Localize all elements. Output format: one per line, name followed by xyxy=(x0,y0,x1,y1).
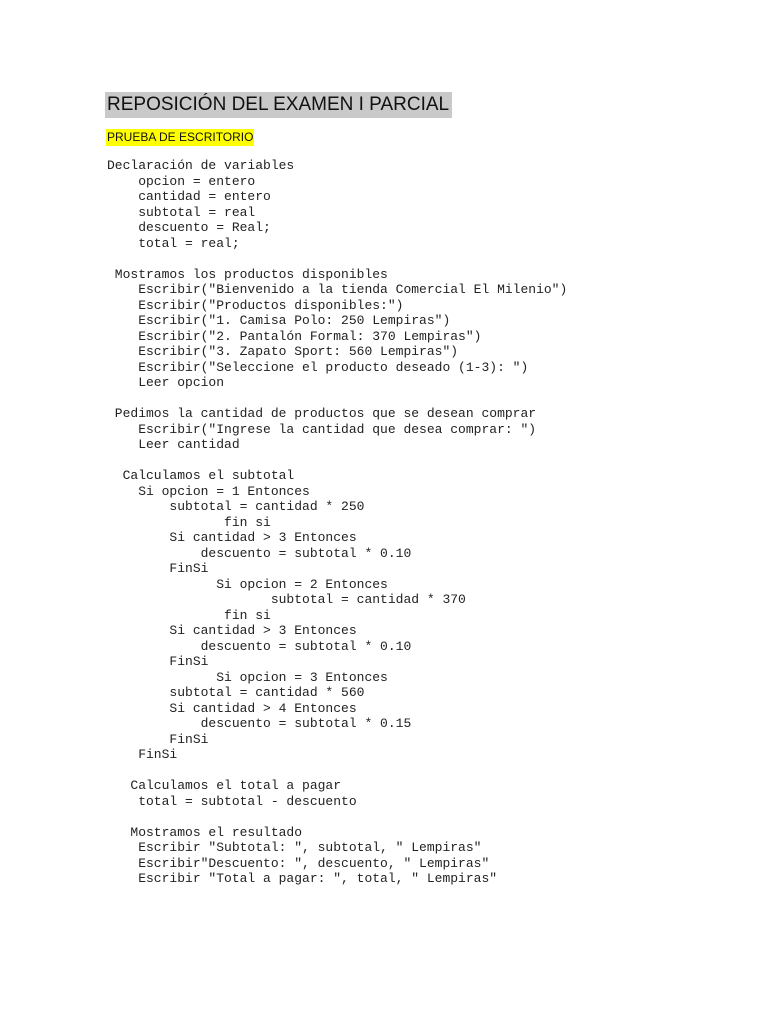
code-line: Escribir("Bienvenido a la tienda Comercial El Milenio") xyxy=(107,282,568,297)
code-line: Escribir("2. Pantalón Formal: 370 Lempiras") xyxy=(107,328,482,344)
code-line: total = subtotal - descuento xyxy=(107,793,357,809)
code-line: subtotal = cantidad * 560 xyxy=(107,685,365,700)
code-line: Mostramos los productos disponibles xyxy=(107,266,388,282)
code-line: descuento = subtotal * 0.10 xyxy=(107,638,412,654)
code-line: Si opcion = 3 Entonces xyxy=(107,669,388,685)
code-line: Si cantidad > 4 Entonces xyxy=(107,700,357,716)
document-subtitle: PRUEBA DE ESCRITORIO xyxy=(107,130,254,144)
code-line: subtotal = cantidad * 370 xyxy=(107,592,466,607)
code-line: Pedimos la cantidad de productos que se desean comprar xyxy=(107,406,537,421)
code-line: Escribir "Subtotal: ", subtotal, " Lempiras" xyxy=(107,840,482,855)
code-line: Escribir("Ingrese la cantidad que desea comprar: ") xyxy=(107,421,537,437)
code-line: Escribir("1. Camisa Polo: 250 Lempiras") xyxy=(107,313,451,328)
code-line: cantidad = entero xyxy=(107,189,271,204)
code-line xyxy=(107,453,567,469)
code-line: Leer opcion xyxy=(107,375,225,390)
pseudocode-block xyxy=(107,158,567,887)
code-line: FinSi xyxy=(107,747,178,762)
code-line: descuento = Real; xyxy=(107,220,271,235)
code-line: Escribir("Seleccione el producto deseado (1-3): ") xyxy=(107,359,529,375)
code-line: Calculamos el subtotal xyxy=(107,468,295,483)
code-line: Si cantidad > 3 Entonces xyxy=(107,530,357,545)
code-line xyxy=(107,251,567,267)
code-line: Escribir"Descuento: ", descuento, " Lempiras" xyxy=(107,855,490,871)
code-line: Calculamos el total a pagar xyxy=(107,778,342,793)
code-line xyxy=(107,763,567,779)
code-line: FinSi xyxy=(107,654,209,669)
code-line: subtotal = cantidad * 250 xyxy=(107,499,365,514)
code-line: Escribir("3. Zapato Sport: 560 Lempiras") xyxy=(107,344,459,359)
code-line: Escribir("Productos disponibles:") xyxy=(107,297,404,313)
code-line: Leer cantidad xyxy=(107,437,240,452)
code-line: descuento = subtotal * 0.15 xyxy=(107,716,412,731)
code-line: fin si xyxy=(107,514,271,530)
code-line: FinSi xyxy=(107,561,209,576)
code-line xyxy=(107,809,567,825)
code-line: opcion = entero xyxy=(107,173,256,189)
code-line: Declaración de variables xyxy=(107,158,295,173)
code-line: Si opcion = 1 Entonces xyxy=(107,483,310,499)
code-line: total = real; xyxy=(107,235,240,251)
code-line: Si opcion = 2 Entonces xyxy=(107,576,388,592)
code-line: Escribir "Total a pagar: ", total, " Lempiras" xyxy=(107,871,498,886)
code-line: subtotal = real xyxy=(107,204,256,220)
code-line: fin si xyxy=(107,607,271,623)
code-line: descuento = subtotal * 0.10 xyxy=(107,545,412,561)
code-line: Mostramos el resultado xyxy=(107,824,303,840)
code-line xyxy=(107,391,567,407)
code-line: FinSi xyxy=(107,731,209,747)
code-line: Si cantidad > 3 Entonces xyxy=(107,623,357,638)
document-title: REPOSICIÓN DEL EXAMEN I PARCIAL xyxy=(105,92,452,118)
